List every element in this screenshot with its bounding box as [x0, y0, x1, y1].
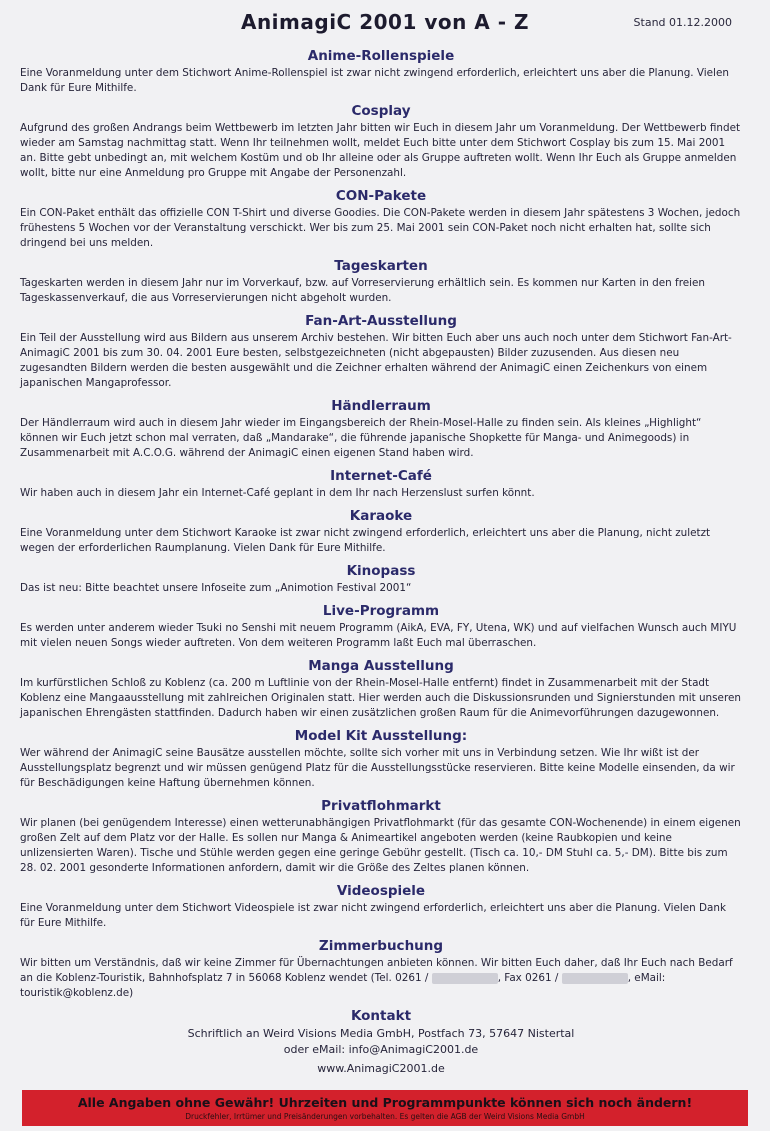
section-text: Wer während der AnimagiC seine Bausätze ausstellen möchte, sollte sich vorher mit uns in Verbindung setzen. Wie Ihr wißt ist der Ausstellungsplatz begrenzt und wir müssen genügend Platz für die Ausstellungsstücke reservieren. Bitte keine Modelle einsenden, da wir für Beschädigungen keine Haftung übernehmen können.: [20, 747, 735, 789]
zimmer-text-b: , Fax 0261 /: [497, 972, 559, 984]
section-title: CON-Pakete: [335, 188, 427, 204]
section-manga: [20, 658, 742, 721]
content: [20, 48, 742, 1084]
disclaimer-banner: [22, 1090, 748, 1126]
redacted-phone: [432, 973, 498, 984]
section-rollenspiele: [20, 48, 742, 96]
section-text: Ein Teil der Ausstellung wird aus Bildern aus unserem Archiv bestehen. Wir bitten Euch aber uns auch noch unter dem Stichwort Fan-Art-AnimagiC 2001 bis zum 30. 04. 2001 Eure besten, selbstgezeichneten (nicht abgepausten) Bilder zuzusenden. Aus diesen neu zugesandten Bildern werden die besten ausgewählt und die Zeichner erhalten während der AnimagiC einen Zeichenkurs von einem japanischen Mangaprofessor.: [20, 332, 732, 389]
section-text: [20, 956, 742, 1001]
zimmer-text-c: , eMail: touristik@koblenz.de): [20, 972, 666, 999]
section-title: Fan-Art-Ausstellung: [305, 313, 457, 329]
section-karaoke: [20, 508, 742, 556]
section-text: Eine Voranmeldung unter dem Stichwort Karaoke ist zwar nicht zwingend erforderlich, erleichtert uns aber die Planung, nicht zuletzt wegen der erforderlichen Raumplanung. Vielen Dank für Eure Mithilfe.: [20, 527, 711, 554]
contact-address: Schriftlich an Weird Visions Media GmbH, Postfach 73, 57647 Nistertal: [187, 1027, 575, 1040]
section-title: Internet-Café: [330, 468, 432, 484]
section-title: Privatflohmarkt: [321, 798, 441, 814]
section-title: Videospiele: [336, 883, 426, 899]
disclaimer-fine-print: Druckfehler, Irrtümer und Preisänderungen vorbehalten. Es gelten die AGB der Weird Visions Media GmbH: [185, 1112, 585, 1121]
section-text: Der Händlerraum wird auch in diesem Jahr wieder im Eingangsbereich der Rhein-Mosel-Halle zu finden sein. Als kleines „Highlight“ können wir Euch jetzt schon mal verraten, daß „Mandarake“, die führende japanische Shopkette für Manga- und Animegoods) in Zusammenarbeit mit A.C.O.G. während der AnimagiC einen eigenen Stand haben wird.: [20, 417, 702, 459]
section-tageskarten: [20, 258, 742, 306]
zimmer-text-a: Wir bitten um Verständnis, daß wir keine Zimmer für Übernachtungen anbieten können. Wir bitten Euch daher, daß Ihr Euch nach Bedarf an die Koblenz-Touristik, Bahnhofsplatz 7 in 56068 Koblenz wendet (Tel. 0261 /: [20, 957, 733, 984]
document-title: AnimagiC 2001 von A - Z: [240, 10, 530, 34]
contact-email[interactable]: oder eMail: info@AnimagiC2001.de: [283, 1043, 479, 1056]
section-internetcafe: [20, 468, 742, 501]
section-flohmarkt: [20, 798, 742, 876]
section-title: Zimmerbuchung: [318, 938, 444, 954]
section-text: Eine Voranmeldung unter dem Stichwort Anime-Rollenspiel ist zwar nicht zwingend erforderlich, erleichtert uns aber die Planung. Vielen Dank für Eure Mithilfe.: [20, 67, 729, 94]
section-modelkit: [20, 728, 742, 791]
section-title: Händlerraum: [331, 398, 431, 414]
section-cosplay: [20, 103, 742, 181]
header: [0, 10, 770, 38]
redacted-fax: [562, 973, 628, 984]
section-fanart: [20, 313, 742, 391]
section-title: Tageskarten: [334, 258, 428, 274]
section-text: Ein CON-Paket enthält das offizielle CON T-Shirt und diverse Goodies. Die CON-Pakete werden in diesem Jahr spätestens 3 Wochen, jedoch frühestens 5 Wochen vor der Veranstaltung verschickt. Wer bis zum 25. Mai 2001 sein CON-Paket noch nicht erhalten hat, sollte sich dringend bei uns melden.: [20, 207, 741, 249]
section-title: Kinopass: [346, 563, 416, 579]
section-text: Das ist neu: Bitte beachtet unsere Infoseite zum „Animotion Festival 2001“: [20, 582, 412, 594]
section-text: Wir planen (bei genügendem Interesse) einen wetterunabhängigen Privatflohmarkt (für das gesamte CON-Wochenende) in einem eigenen großen Zelt auf dem Platz vor der Halle. Es sollen nur Manga & Animeartikel angeboten werden (keine Raubkopien und keine unlizensierten Waren). Tische und Stühle werden gegen eine geringe Gebühr gestellt. (Tisch ca. 10,- DM Stuhl ca. 5,- DM). Bitte bis zum 28. 02. 2001 gesonderte Informationen anfordern, damit wir die Größe des Zeltes planen können.: [20, 817, 741, 874]
section-text: Wir haben auch in diesem Jahr ein Internet-Café geplant in dem Ihr nach Herzenslust surfen könnt.: [20, 487, 535, 499]
section-videospiele: [20, 883, 742, 931]
section-title: Live-Programm: [322, 603, 440, 619]
section-title: Model Kit Ausstellung:: [294, 728, 468, 744]
disclaimer-main: Alle Angaben ohne Gewähr! Uhrzeiten und Programmpunkte können sich noch ändern!: [77, 1095, 693, 1110]
section-title: Manga Ausstellung: [308, 658, 454, 674]
stand-date: Stand 01.12.2000: [633, 16, 732, 29]
section-text: Aufgrund des großen Andrangs beim Wettbewerb im letzten Jahr bitten wir Euch in diesem Jahr um Voranmeldung. Der Wettbewerb findet wieder am Samstag nachmittag statt. Wenn Ihr teilnehmen wollt, meldet Euch bitte unter dem Stichwort Cosplay bis zum 15. Mai 2001 an. Bitte gebt unbedingt an, mit welchem Kostüm und ob Ihr alleine oder als Gruppe auftreten wollt. Wenn Ihr Euch als Gruppe anmelden wollt, bitte nur eine Anmeldung pro Gruppe mit Angabe der Personenzahl.: [20, 122, 741, 179]
section-kontakt: [20, 1008, 742, 1077]
section-conpakete: [20, 188, 742, 251]
section-text: Im kurfürstlichen Schloß zu Koblenz (ca. 200 m Luftlinie von der Rhein-Mosel-Halle entfernt) findet in Zusammenarbeit mit der Stadt Koblenz eine Mangaausstellung mit zahlreichen Originalen statt. Hier werden auch die Diskussionsrunden und Signierstunden mit unseren japanischen Ehrengästen stattfinden. Dadurch haben wir einen zusätzlichen großen Raum für die Animevorführungen dazugewonnen.: [20, 677, 741, 719]
section-liveprogramm: [20, 603, 742, 651]
website-link[interactable]: www.AnimagiC2001.de: [317, 1062, 445, 1075]
section-title: Karaoke: [349, 508, 413, 524]
section-zimmer: [20, 938, 742, 1001]
section-title: Kontakt: [350, 1008, 412, 1024]
section-kinopass: [20, 563, 742, 596]
section-text: Tageskarten werden in diesem Jahr nur im Vorverkauf, bzw. auf Vorreservierung erhältlich sein. Es kommen nur Karten in den freien Tageskassenverkauf, die aus Vorreservierungen nicht abgeholt wurden.: [20, 277, 705, 304]
section-title: Anime-Rollenspiele: [307, 48, 455, 64]
section-title: Cosplay: [351, 103, 411, 119]
section-text: Es werden unter anderem wieder Tsuki no Senshi mit neuem Programm (AikA, EVA, FY, Utena, WK) und auf vielfachen Wunsch auch MIYU mit vielen neuen Songs wieder auftreten. Von dem weiteren Programm laßt Euch mal überraschen.: [20, 622, 737, 649]
section-haendlerraum: [20, 398, 742, 461]
section-text: Eine Voranmeldung unter dem Stichwort Videospiele ist zwar nicht zwingend erforderlich, erleichtert uns aber die Planung. Vielen Dank für Eure Mithilfe.: [20, 902, 726, 929]
